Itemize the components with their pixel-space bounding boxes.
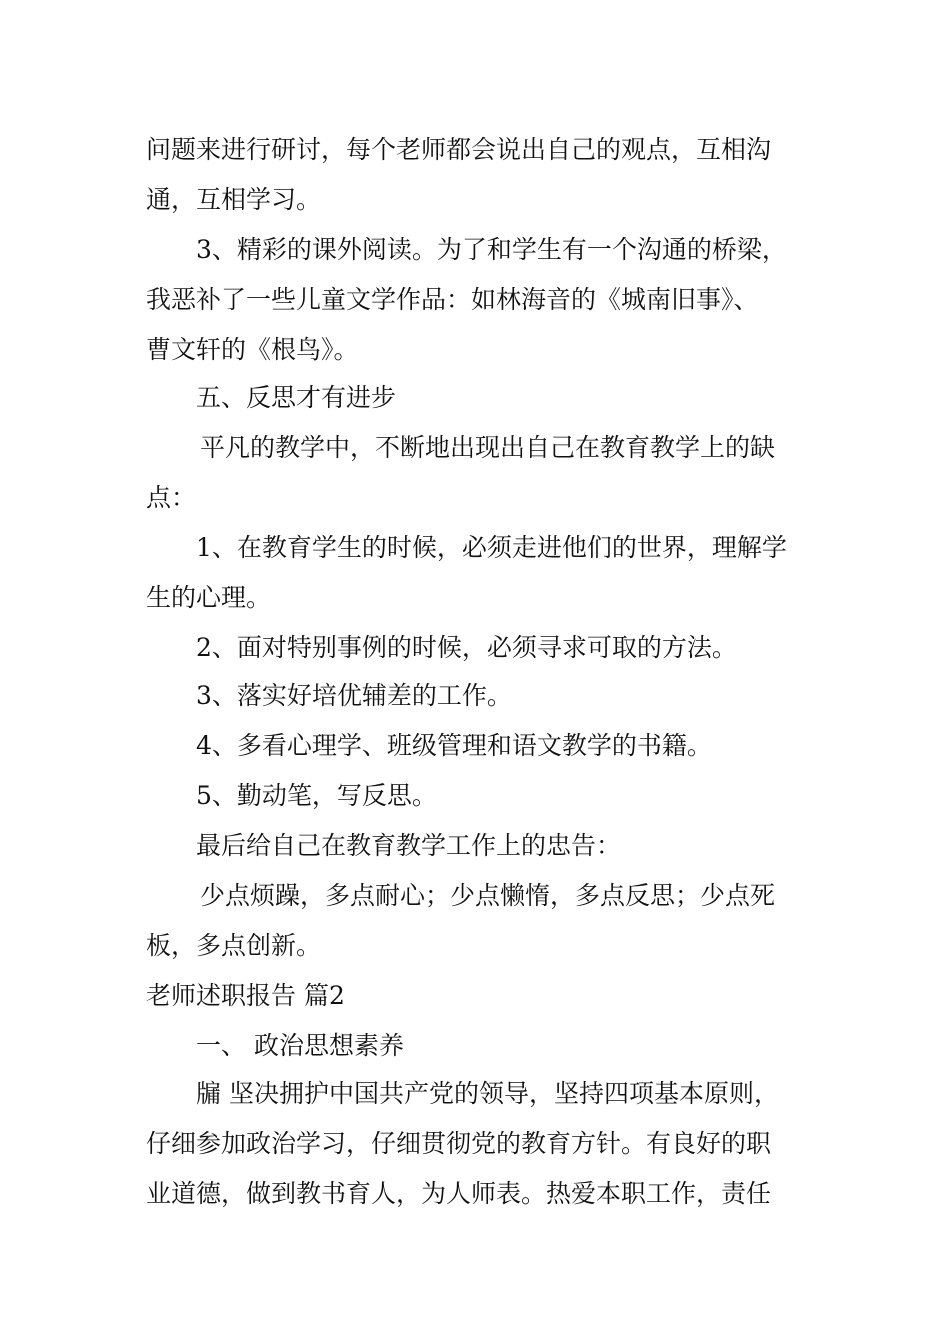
body-text-line: 仔细参加政治学习，仔细贯彻党的教育方针。有良好的职 (146, 1129, 772, 1158)
body-text-line: 我恶补了一些儿童文学作品：如林海音的《城南旧事》、 (146, 285, 759, 314)
body-text-line: 3、精彩的课外阅读。为了和学生有一个沟通的桥梁， (196, 235, 787, 264)
body-text-line: 1、在教育学生的时候，必须走进他们的世界，理解学 (196, 533, 787, 562)
body-text-line: 5、勤动笔，写反思。 (196, 781, 437, 810)
body-text-line: 点： (146, 483, 197, 512)
body-text-line: 2、面对特别事例的时候，必须寻求可取的方法。 (196, 633, 737, 662)
section-heading: 一、 政治思想素养 (196, 1031, 404, 1060)
body-text-line: 平凡的教学中，不断地出现出自己在教育教学上的缺 (200, 433, 776, 462)
body-text-line: 少点烦躁，多点耐心；少点懒惰，多点反思；少点死 (200, 881, 776, 910)
body-text-line: 3、落实好培优辅差的工作。 (196, 681, 512, 710)
body-text-line: 板，多点创新。 (146, 931, 322, 960)
body-text-line: 问题来进行研讨，每个老师都会说出自己的观点，互相沟 (146, 135, 772, 164)
body-text-line: 牖 坚决拥护中国共产党的领导，坚持四项基本原则， (196, 1079, 779, 1108)
article-title: 老师述职报告 篇2 (146, 981, 345, 1010)
body-text-line: 业道德，做到教书育人，为人师表。热爱本职工作，责任 (146, 1179, 772, 1208)
body-text-line: 4、多看心理学、班级管理和语文教学的书籍。 (196, 731, 712, 760)
section-heading: 五、反思才有进步 (196, 383, 397, 412)
body-text-line: 曹文轩的《根鸟》。 (146, 335, 359, 364)
body-text-line: 生的心理。 (146, 583, 272, 612)
body-text-line: 通，互相学习。 (146, 185, 322, 214)
body-text-line: 最后给自己在教育教学工作上的忠告： (196, 831, 622, 860)
